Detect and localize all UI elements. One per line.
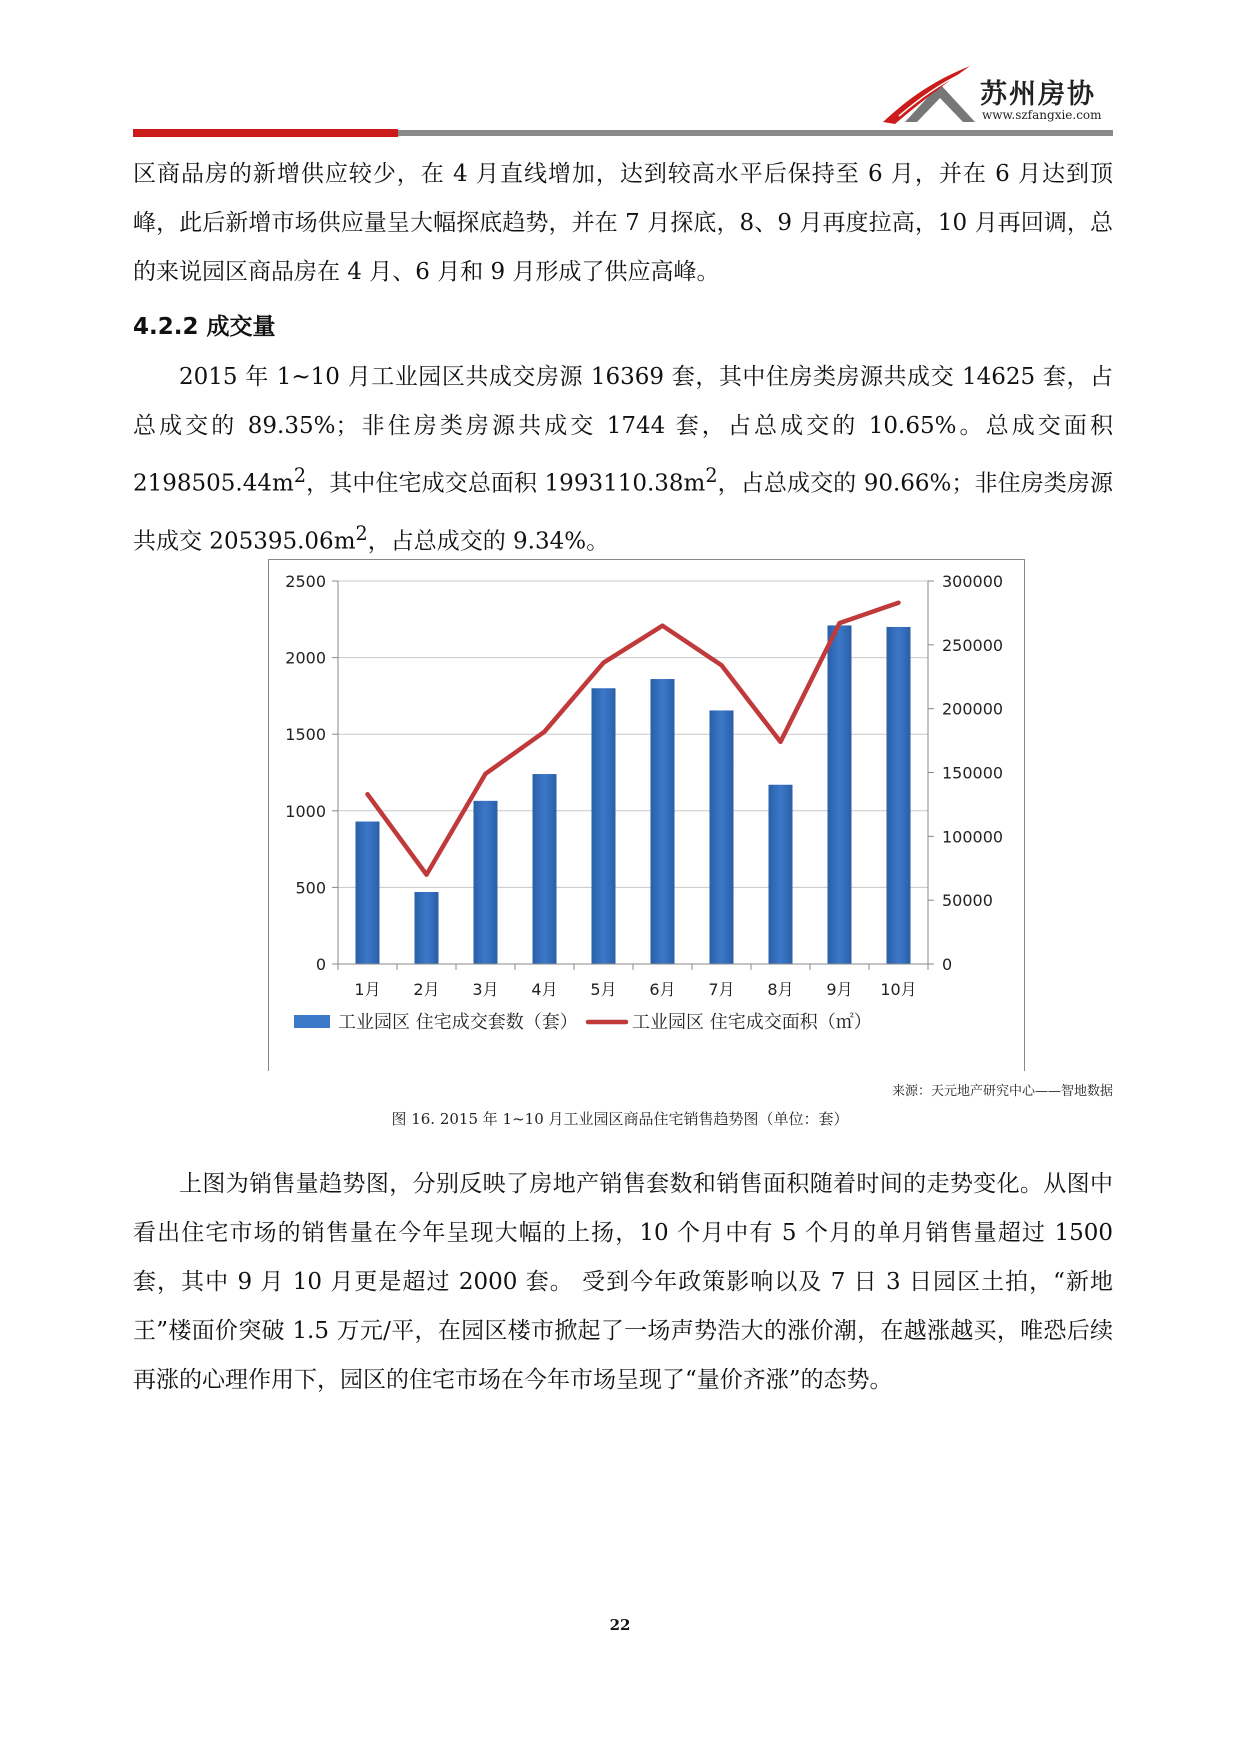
- x-tick-label: 5月: [590, 980, 617, 999]
- superscript-3: 2: [355, 521, 368, 545]
- x-tick-label: 7月: [708, 980, 735, 999]
- bar: [887, 627, 911, 964]
- bar: [769, 785, 793, 964]
- header-rule-gray: [398, 130, 1113, 136]
- chart-legend: [294, 1012, 872, 1033]
- intro-paragraph: 区商品房的新增供应较少，在 4 月直线增加，达到较高水平后保持至 6 月，并在 6 月达到顶峰，此后新增市场供应量呈大幅探底趋势，并在 7 月探底，8、9 月再度拉高，10 月再回调，总的来说园区商品房在 4 月、6 月和 9 月形成了供应高峰。: [133, 161, 1113, 285]
- y-left-tick-label: 0: [315, 955, 326, 974]
- bar: [828, 625, 852, 964]
- deal-text-4: ，占总成交的 9.34%。: [367, 528, 610, 555]
- section-heading: 4.2.2 成交量: [133, 314, 276, 340]
- x-axis-labels: [338, 964, 928, 999]
- legend-label-bars: 工业园区 住宅成交套数（套）: [338, 1012, 578, 1033]
- y-right-tick-label: 0: [942, 955, 953, 974]
- logo-url: www.szfangxie.com: [982, 108, 1102, 122]
- deal-text-2: ，其中住宅成交总面积 1993110.38m: [306, 470, 706, 497]
- sales-trend-chart: [268, 559, 1025, 1071]
- x-tick-label: 4月: [531, 980, 558, 999]
- y-left-tick-label: 1000: [285, 801, 326, 821]
- header-rule: [133, 129, 1113, 137]
- x-tick-label: 10月: [880, 980, 917, 999]
- y-right-tick-label: 150000: [942, 763, 1004, 783]
- bar: [710, 710, 734, 964]
- y-axis-left: [285, 572, 338, 974]
- bar: [533, 774, 557, 964]
- superscript-1: 2: [293, 464, 307, 487]
- deal-paragraph: [133, 353, 1113, 566]
- bar: [474, 801, 498, 964]
- x-tick-label: 6月: [649, 980, 676, 999]
- bar-series: [356, 625, 911, 964]
- figure-caption: 图 16. 2015 年 1~10 月工业园区商品住宅销售趋势图（单位：套）: [391, 1110, 849, 1128]
- deal-text-3: ，占总成交的 90.66%；非住房类房源共成交 205395.06m: [133, 470, 1113, 555]
- x-tick-label: 9月: [826, 980, 853, 999]
- y-axis-right: [928, 572, 1003, 974]
- y-left-tick-label: 500: [295, 878, 326, 898]
- x-tick-label: 8月: [767, 980, 794, 999]
- source-note: 来源：天元地产研究中心——智地数据: [891, 1084, 1113, 1099]
- bar: [356, 822, 380, 964]
- line-series: [367, 603, 898, 875]
- bar: [592, 688, 616, 964]
- y-right-tick-label: 300000: [942, 572, 1004, 591]
- y-left-tick-label: 2000: [285, 648, 326, 668]
- y-right-tick-label: 200000: [942, 699, 1004, 719]
- y-right-tick-label: 100000: [942, 827, 1004, 847]
- logo-title: 苏州房协: [980, 79, 1096, 110]
- page-number: 22: [609, 1616, 631, 1634]
- header-rule-red: [133, 129, 398, 137]
- analysis-paragraph: 上图为销售量趋势图，分别反映了房地产销售套数和销售面积随着时间的走势变化。从图中看出住宅市场的销售量在今年呈现大幅的上扬，10 个月中有 5 个月的单月销售量超过 1500 套，其中 9 月 10 月更是超过 2000 套。 受到今年政策影响以及 7 日 3 日园区土拍，“新地王”楼面价突破 1.5 万元/平，在园区楼市掀起了一场声势浩大的涨价潮，在越涨越买，唯恐后续再涨的心理作用下，园区的住宅市场在今年市场呈现了“量价齐涨”的态势。: [133, 1171, 1113, 1393]
- bar: [415, 892, 439, 964]
- bar: [651, 679, 675, 964]
- y-left-tick-label: 2500: [285, 572, 326, 591]
- x-tick-label: 2月: [413, 980, 440, 999]
- x-tick-label: 3月: [472, 980, 499, 999]
- deal-text-1: 2015 年 1~10 月工业园区共成交房源 16369 套，其中住房类房源共成交 14625 套，占总成交的 89.35%；非住房类房源共成交 1744 套，占总成交的 10.65%。总成交面积 2198505.44m: [133, 364, 1113, 497]
- y-left-tick-label: 1500: [285, 725, 326, 745]
- legend-label-line: 工业园区 住宅成交面积（㎡）: [632, 1012, 872, 1033]
- area-line: [368, 603, 899, 875]
- superscript-2: 2: [705, 464, 718, 487]
- y-right-tick-label: 250000: [942, 635, 1004, 655]
- y-right-tick-label: 50000: [942, 891, 993, 911]
- x-tick-label: 1月: [354, 980, 381, 999]
- legend-swatch-bars: [294, 1015, 330, 1028]
